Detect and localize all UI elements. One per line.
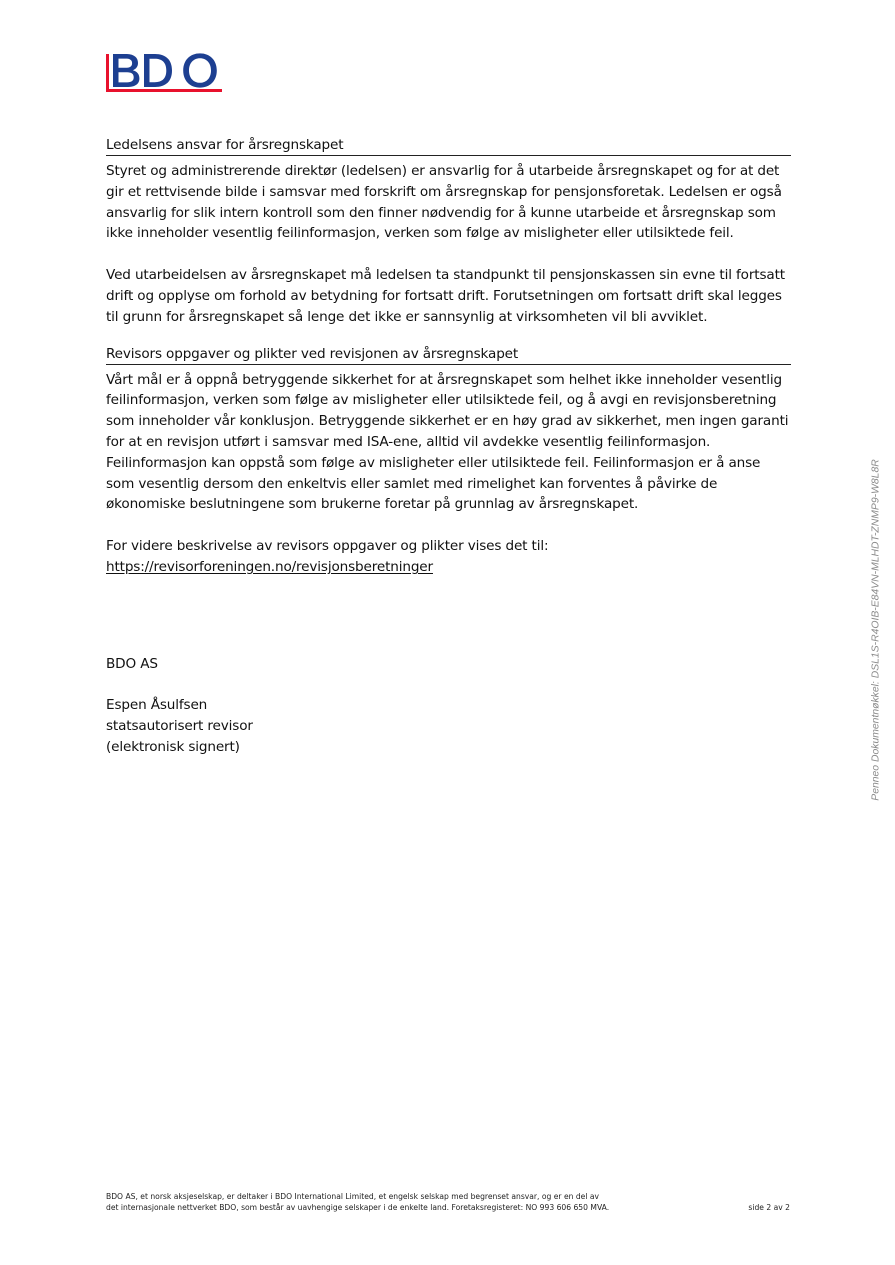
paragraph: Styret og administrerende direktør (ledelsen) er ansvarlig for å utarbeide årsregnskapet og for at det gir et rettvisende bilde i samsvar med forskrift om årsregnskap for pensjonsforetak. Ledelsen er også ansvarlig for slik intern kontroll som den finner nødvendig for å kunne utarbeide et årsregnskap som ikke inneholder vesentlig feilinformasjon, verken som følge av misligheter eller utilsiktede feil. <box>106 163 782 242</box>
section-heading: Revisors oppgaver og plikter ved revisjonen av årsregnskapet <box>106 344 791 365</box>
report-body <box>106 135 791 758</box>
section-auditor-duties <box>106 344 791 578</box>
signature-name: Espen Åsulfsen <box>106 697 208 714</box>
signature-block <box>106 654 791 758</box>
section-heading: Ledelsens ansvar for årsregnskapet <box>106 135 791 156</box>
footer-legal-text <box>106 1192 666 1213</box>
bdo-logo <box>106 50 224 96</box>
section-management-responsibility <box>106 135 791 328</box>
signature-company: BDO AS <box>106 655 158 672</box>
paragraph: Ved utarbeidelsen av årsregnskapet må ledelsen ta standpunkt til pensjonskassen sin evne til fortsatt drift og opplyse om forhold av betydning for fortsatt drift. Forutsetningen om fortsatt drift skal legges til grunn for årsregnskapet så lenge det ikke er sannsynlig at virksomheten vil bli avviklet. <box>106 267 785 325</box>
further-description <box>106 536 791 578</box>
page-footer <box>106 1192 796 1213</box>
signature-note: (elektronisk signert) <box>106 738 240 755</box>
footer-line-1: BDO AS, et norsk aksjeselskap, er deltaker i BDO International Limited, et engelsk selskap med begrenset ansvar, og er en del av <box>106 1192 600 1201</box>
signature-title: statsautorisert revisor <box>106 718 253 735</box>
page-number: side 2 av 2 <box>748 1202 790 1212</box>
further-description-text: For videre beskrivelse av revisors oppgaver og plikter vises det til: <box>106 538 549 555</box>
penneo-document-key: Penneo Dokumentnøkkel: DSL1S-R4OIB-E84VN-MLHDT-ZNMP9-W8L8R <box>870 459 882 801</box>
footer-line-2: det internasjonale nettverket BDO, som består av uavhengige selskaper i de enkelte land. Foretaksregisteret: NO 993 606 650 MVA. <box>106 1202 610 1212</box>
revisorforeningen-link[interactable]: https://revisorforeningen.no/revisjonsberetninger <box>106 558 433 575</box>
paragraph: Vårt mål er å oppnå betryggende sikkerhet for at årsregnskapet som helhet ikke inneholder vesentlig feilinformasjon, verken som følge av misligheter eller utilsiktede feil, og å avgi en revisjonsberetning som inneholder vår konklusjon. Betryggende sikkerhet er en høy grad av sikkerhet, men ingen garanti for at en revisjon utført i samsvar med ISA-ene, alltid vil avdekke vesentlig feilinformasjon. Feilinformasjon kan oppstå som følge av misligheter eller utilsiktede feil. Feilinformasjon er å anse som vesentlig dersom den enkeltvis eller samlet med rimelighet kan forventes å påvirke de økonomiske beslutningene som brukerne foretar på grunnlag av årsregnskapet. <box>106 371 789 513</box>
bdo-logo-icon <box>106 50 224 96</box>
